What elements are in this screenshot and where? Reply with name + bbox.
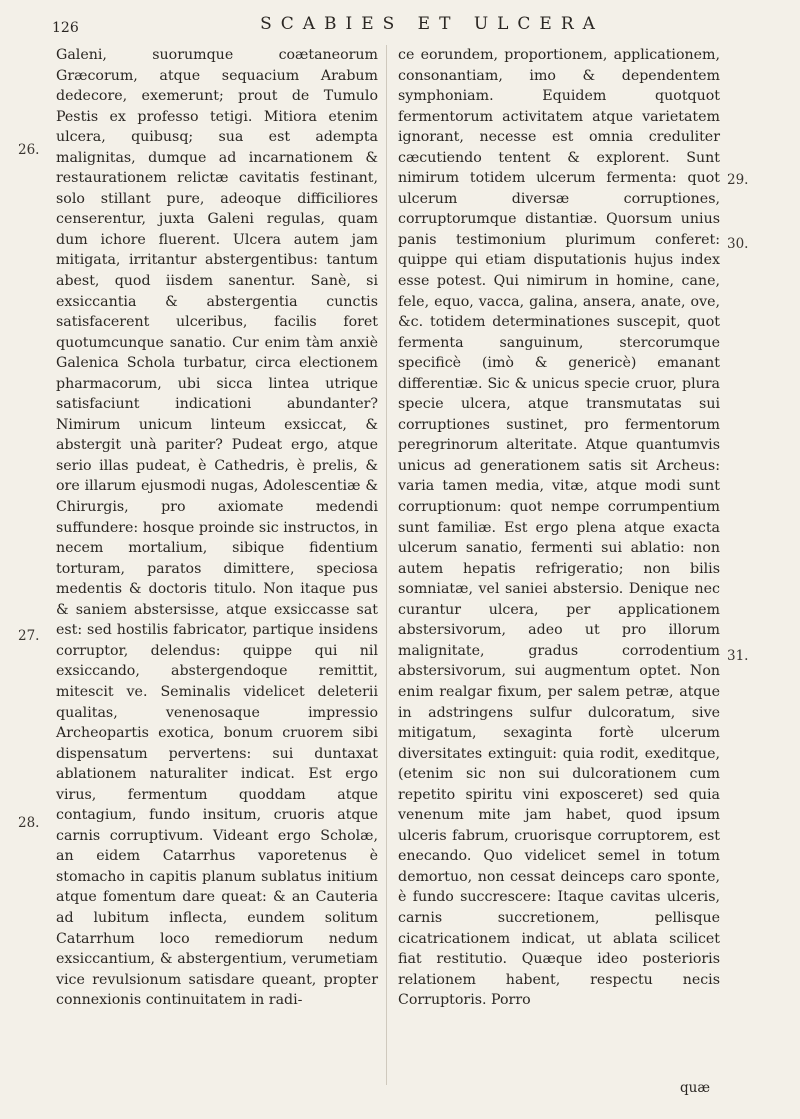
margin-number-26: 26. — [18, 142, 40, 158]
left-text-column — [56, 45, 378, 1011]
right-column-text: ce eorundem, proportionem, applicationem, consonantiam, imo & dependentem symphoniam. Equidem quotquot fermentorum activitatem atque varietatem ignorant, necesse est omnia creduliter cæcutiendo tentent & explorent. Sunt nimirum totidem ulcerum fermenta: quot ulcerum diversæ corruptiones, corruptorumque distantiæ. Quorsum unius panis testimonium plurimum conferet: quippe qui etiam disputationis hujus index esse potest. Qui nimirum in homine, cane, fele, equo, vacca, galina, ansera, anate, ove, &c. totidem determinationes suscepit, quot fermenta sanguinum, stercorumque specificè (imò & genericè) emanant differentiæ. Sic & unicus specie cruor, plura specie ulcera, atque transmutatas sui corruptiones sustinet, pro fermentorum peregrinorum alteritate. Atque quantumvis unicus ad generationem satis sit Archeus: varia tamen media, vitæ, atque modi sunt corruptionum: quot nempe corrumpentium sunt familiæ. Est ergo plena atque exacta ulcerum sanatio, fermenti sui ablatio: non autem hepatis refrigeratio; non bilis somniatæ, vel saniei abstersio. Denique nec curantur ulcera, per applicationem abstersivorum, adeo ut pro illorum malignitate, gradus corrodentium abstersivorum, sui augmentum optet. Non enim realgar fixum, per salem petræ, atque in adstringens sulfur dulcoratum, sive mitigatum, sexaginta fortè ulcerum diversitates extinguit: quia rodit, exeditque, (etenim sic non sui dulcorationem cum repetito spiritu vini exposceret) sed quia venenum mite jam habet, quod ipsum ulceris fabrum, cruorisque corruptorem, est enecando. Quo videlicet semel in totum demortuo, non cessat deinceps caro sponte, è fundo succrescere: Itaque cavitas ulceris, carnis succretionem, pellisque cicatricationem indicat, ut ablata scilicet fiat restitutio. Quæque ideo posterioris relationem habent, respectu necis Corruptoris. Porro — [398, 47, 720, 1009]
left-column-text: Galeni, suorumque coætaneorum Græcorum, atque sequacium Arabum dedecore, exemerunt; prout de Tumulo Pestis ex professo tetigi. Mitiora etenim ulcera, quibusq; sua est adempta malignitas, dumque ad incarnationem & restaurationem relictæ cavitatis festinant, solo stillant pure, adeoque difficiliores censerentur, juxta Galeni regulas, quam dum ichore fluerent. Ulcera autem jam mitigata, irritantur abstergentibus: tantum abest, quod iisdem sanentur. Sanè, si exsiccantia & abstergentia cunctis satisfacerent ulceribus, facilis foret quotumcunque sanatio. Cur enim tàm anxiè Galenica Schola turbatur, circa electionem pharmacorum, ubi sicca lintea utrique satisfaciunt indicationi abundanter? Nimirum unicum linteum exsiccat, & abstergit unà pariter? Pudeat ergo, atque serio illas pudeat, è Cathedris, è prelis, & ore illarum ejusmodi nugas, Adolescentiæ & Chirurgis, pro axiomate medendi suffundere: hosque proinde sic instructos, in necem mortalium, sibique fidentium torturam, paratos dimittere, speciosa medentis & doctoris titulo. Non itaque pus & saniem abstersisse, atque exsiccasse sat est: sed hostilis fabricator, partique insidens corruptor, delendus: quippe qui nil exsiccando, abstergendoque remittit, mitescit ve. Seminalis videlicet deleterii qualitas, venenosaque impressio Archeopartis exotica, bonum cruorem sibi dispensatum pervertens: sui duntaxat ablationem naturaliter indicat. Est ergo virus, fermentum quoddam atque contagium, fundo insitum, cruoris atque carnis corruptivum. Videant ergo Scholæ, an eidem Catarrhus vaporetenus è stomacho in capitis planum sublatus initium atque fomentum dare queat: & an Cauteria ad lubitum inflecta, eundem solitum Catarrhum loco remediorum nedum exsiccantium, & abstergentium, verumetiam vice revulsionum satisdare queant, propter connexionis continuitatem in radi- — [56, 47, 378, 1009]
margin-number-31: 31. — [727, 648, 749, 664]
margin-number-27: 27. — [18, 628, 40, 644]
margin-number-28: 28. — [18, 815, 40, 831]
right-text-column — [398, 45, 720, 1011]
page-header — [52, 14, 772, 42]
running-title: SCABIES ET ULCERA — [260, 14, 604, 34]
page-number: 126 — [52, 20, 79, 36]
catchword: quæ — [680, 1080, 711, 1096]
margin-number-30: 30. — [727, 236, 749, 252]
margin-number-29: 29. — [727, 172, 749, 188]
column-divider — [386, 45, 387, 1085]
